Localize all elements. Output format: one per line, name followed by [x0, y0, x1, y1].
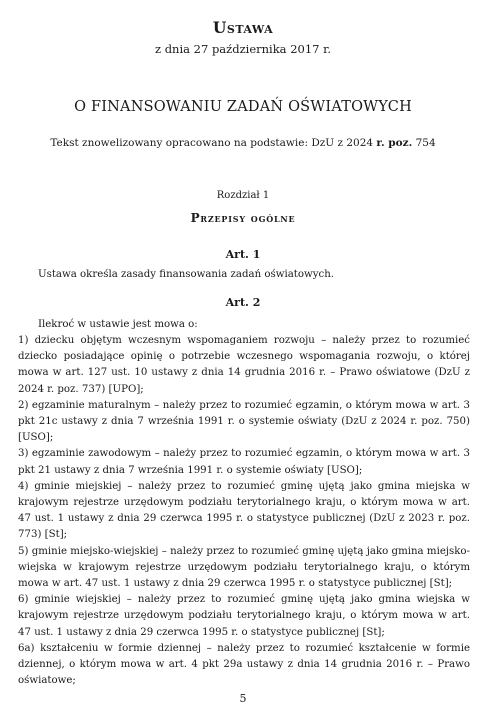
document-title: Ustawa: [212, 18, 274, 37]
list-item: 3) egzaminie zawodowym – należy przez to rozumieć egzamin, o którym mowa w art. 3 pkt 21 ustawy z dnia 7 września 1991 r. o systemie oświaty [USO];: [18, 448, 470, 476]
article-2-intro: Ilekroć w ustawie jest mowa o:: [38, 319, 198, 330]
source-note-suffix: 754: [412, 137, 436, 149]
list-item: 6) gminie wiejskiej – należy przez to rozumieć gminę ujętą jako gmina wiejska w krajowym rejestrze urzędowym podziału terytorialnego kraju, o którym mowa w art. 47 ust. 1 ustawy z dnia 29 czerwca 1995 r. o statystyce publicznej [St];: [18, 594, 470, 638]
article-1-text: Ustawa określa zasady finansowania zadań oświatowych.: [38, 269, 335, 280]
source-note: [0, 137, 486, 149]
act-heading: O FINANSOWANIU ZADAŃ OŚWIATOWYCH: [74, 99, 412, 115]
list-item: 2) egzaminie maturalnym – należy przez to rozumieć egzamin, o którym mowa w art. 3 pkt 21c ustawy z dnia 7 września 1991 r. o systemie oświaty (DzU z 2024 r. poz. 750) [USO];: [18, 399, 470, 444]
list-item: 1) dziecku objętym wczesnym wspomaganiem rozwoju – należy przez to rozumieć dziecko posiadające opinię o potrzebie wczesnego wspomagania rozwoju, o której mowa w art. 127 ust. 10 ustawy z dnia 14 grudnia 2016 r. – Prawo oświatowe (DzU z 2024 r. poz. 737) [UPO];: [18, 335, 470, 395]
list-item: 5) gminie miejsko-wiejskiej – należy przez to rozumieć gminę ujętą jako gmina miejsko-wiejska w krajowym rejestrze urzędowym podziału terytorialnego kraju, o którym mowa w art. 47 ust. 1 ustawy z dnia 29 czerwca 1995 r. o statystyce publicznej [St];: [18, 545, 470, 590]
list-item: 4) gminie miejskiej – należy przez to rozumieć gminę ujętą jako gmina miejska w krajowym rejestrze urzędowym podziału terytorialnego kraju, o którym mowa w art. 47 ust. 1 ustawy z dnia 29 czerwca 1995 r. o statystyce publicznej (DzU z 2023 r. poz. 773) [St];: [18, 480, 470, 541]
article-1-number: Art. 1: [225, 248, 261, 261]
list-item: 6a) kształceniu w formie dziennej – należy przez to rozumieć kształcenie w formie dziennej, o którym mowa w art. 4 pkt 29a ustawy z dnia 14 grudnia 2016 r. – Prawo oświatowe;: [18, 642, 470, 687]
source-note-prefix: Tekst znowelizowany opracowano na podstawie: DzU z 2024: [50, 137, 377, 149]
chapter-title: Przepisy ogólne: [190, 211, 296, 225]
document-date: z dnia 27 października 2017 r.: [154, 42, 331, 56]
article-2-items: [18, 333, 470, 689]
page-number: 5: [239, 692, 247, 705]
chapter-number: Rozdział 1: [216, 190, 270, 201]
article-2-number: Art. 2: [225, 296, 261, 309]
source-note-bold: r. poz.: [376, 137, 413, 149]
